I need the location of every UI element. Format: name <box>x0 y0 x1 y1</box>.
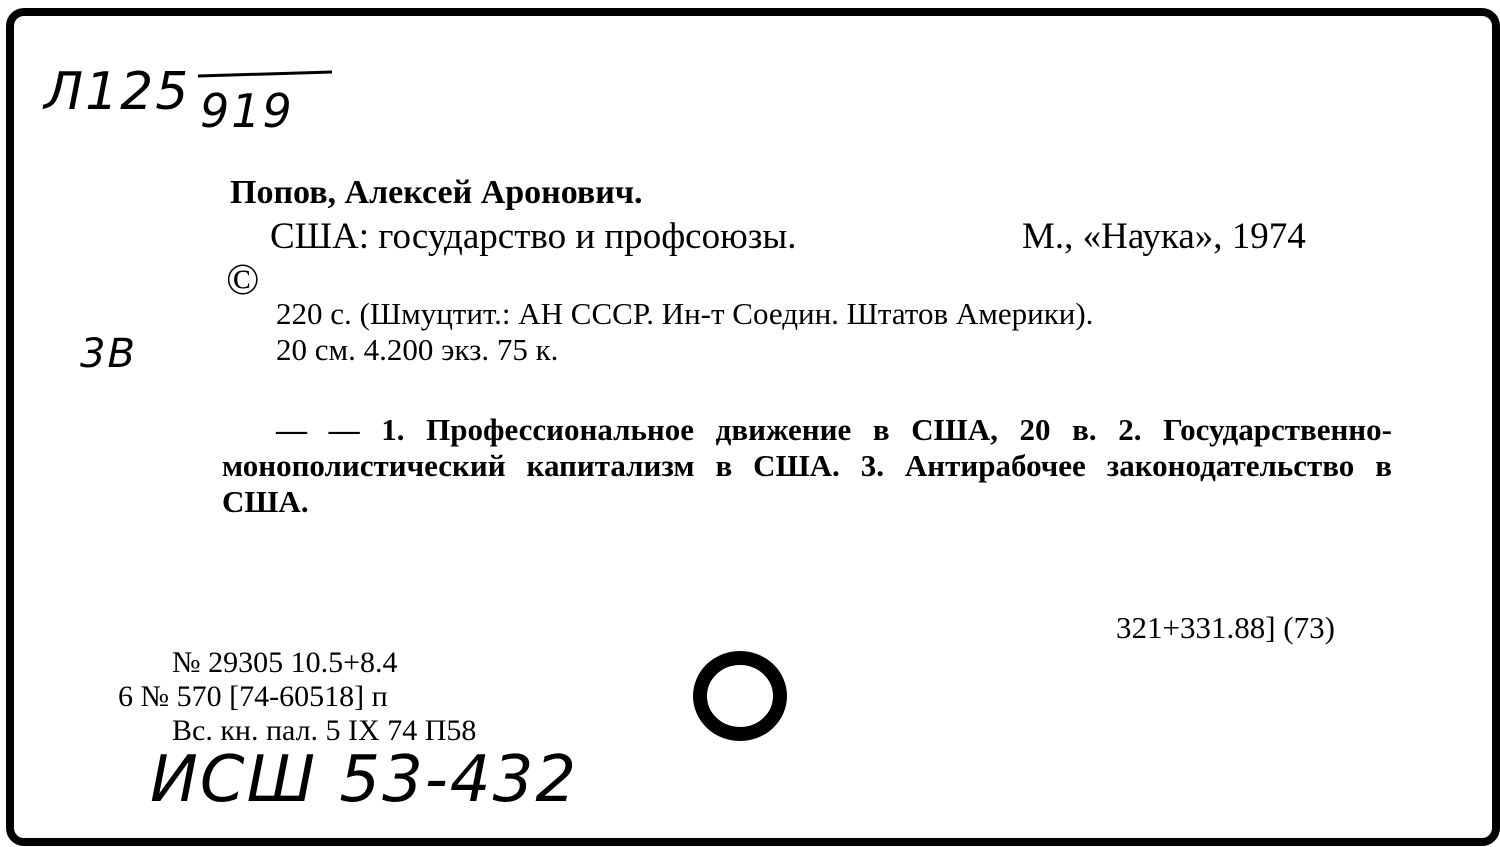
margin-note: 3В <box>80 331 137 377</box>
book-title: США: государство и профсоюзы. <box>270 216 797 257</box>
call-number-top: Л125 <box>44 62 191 122</box>
order-line-2: 6 № 570 [74-60518] п <box>118 680 388 713</box>
call-number-bottom: 919 <box>200 84 294 138</box>
copyright-icon: © <box>226 255 260 304</box>
author-heading: Попов, Алексей Аронович. <box>230 174 643 211</box>
order-line-1: № 29305 10.5+8.4 <box>172 646 398 679</box>
call-number-fraction-line <box>196 70 336 80</box>
description-line-2: 20 см. 4.200 экз. 75 к. <box>276 332 559 367</box>
classification-code: 321+331.88] (73) <box>1116 610 1335 645</box>
imprint: М., «Наука», 1974 <box>1022 216 1306 257</box>
punch-hole-circle <box>690 646 800 746</box>
inventory-number: ИСШ 53-432 <box>150 743 579 817</box>
subject-headings: — — 1. Профессиональное движение в США, 20 в. 2. Государственно-монополистический капитализм в США. 3. Антирабочее законодательство в США. <box>222 412 1392 519</box>
description-line-1: 220 с. (Шмуцтит.: АН СССР. Ин-т Соедин. Штатов Америки). <box>276 296 1094 331</box>
order-line-3: Вс. кн. пал. 5 IX 74 П58 <box>172 714 477 747</box>
